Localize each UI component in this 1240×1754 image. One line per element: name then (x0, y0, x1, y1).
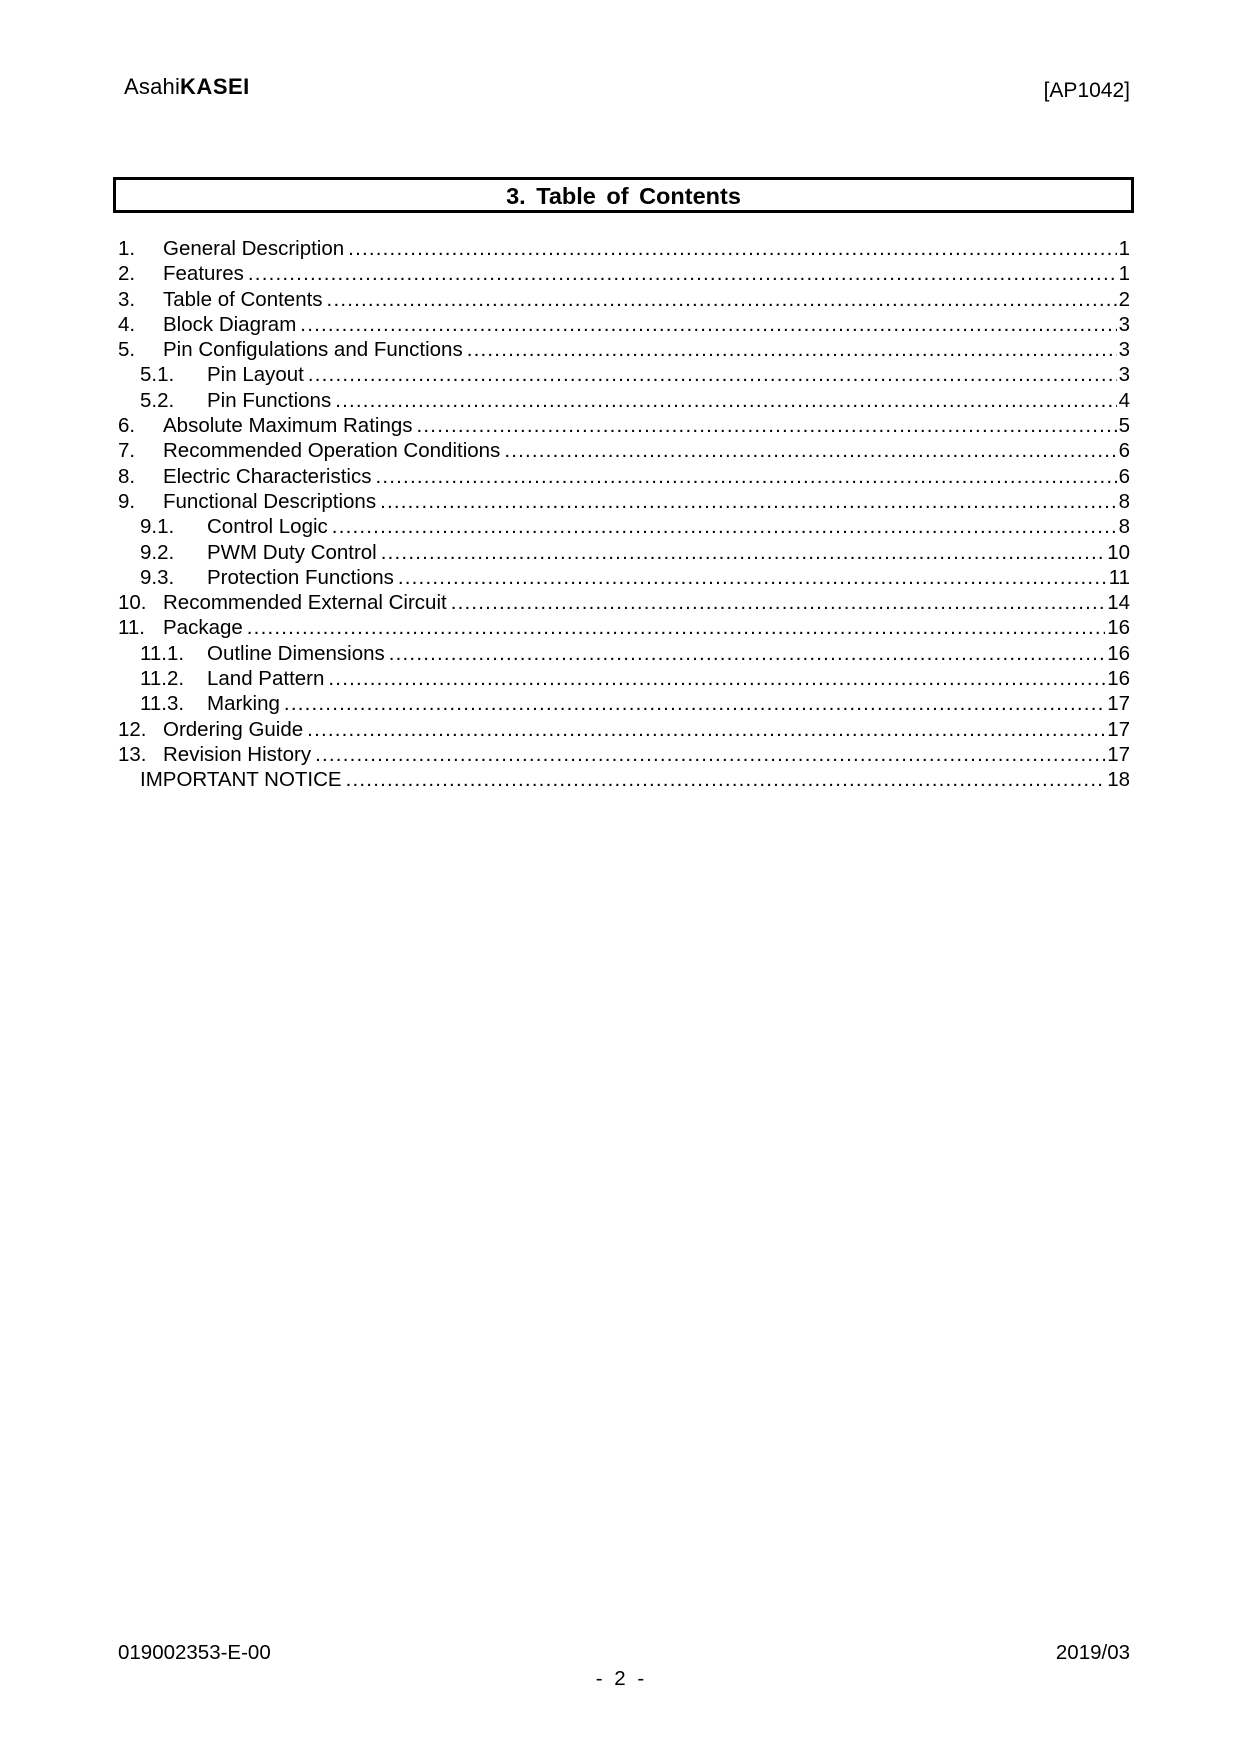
toc-entry-number: 7. (118, 439, 136, 463)
toc-entry-page: 1 (1118, 262, 1130, 286)
toc-entry-page: 5 (1118, 414, 1130, 438)
toc-entry[interactable] (118, 540, 1130, 565)
toc-entry-number: 6. (118, 414, 136, 438)
toc-entry-page: 8 (1118, 515, 1130, 539)
toc-entry-number: 1. (118, 237, 136, 260)
toc-entry[interactable] (118, 666, 1130, 691)
toc-entry[interactable] (118, 514, 1130, 539)
toc-entry[interactable] (118, 312, 1130, 337)
toc-entry-title: Absolute Maximum Ratings (163, 414, 413, 438)
toc-entry-page: 11 (1108, 565, 1130, 589)
toc-dot-leader (451, 590, 1105, 615)
toc-entry[interactable] (118, 337, 1130, 362)
toc-entry-page: 14 (1107, 591, 1130, 615)
toc-entry-number: 9.3. (140, 565, 175, 589)
toc-entry-title: IMPORTANT NOTICE (140, 768, 342, 792)
toc-dot-leader (284, 691, 1105, 716)
toc-entry-title: Package (163, 616, 243, 640)
toc-entry-number: 8. (118, 464, 136, 488)
toc-entry-number: 10. (118, 591, 147, 615)
toc-dot-leader (327, 287, 1117, 312)
toc-entry-title: Revision History (163, 742, 312, 766)
footer-page-number: - 2 - (595, 1667, 645, 1690)
toc-entry-page: 10 (1107, 540, 1130, 564)
toc-entry-page: 3 (1118, 312, 1130, 336)
toc-entry-title: Marking (207, 692, 280, 716)
toc-entry[interactable] (118, 590, 1130, 615)
section-title-box (113, 177, 1134, 213)
toc-entry-page: 17 (1107, 692, 1130, 716)
toc-entry[interactable] (118, 413, 1130, 438)
toc-dot-leader (315, 742, 1105, 767)
toc-entry-title: Land Pattern (207, 667, 325, 691)
footer-doc-number: 019002353-E-00 (118, 1641, 271, 1664)
toc-entry-page: 1 (1118, 237, 1130, 260)
toc-dot-leader (307, 717, 1105, 742)
toc-entry[interactable] (118, 464, 1130, 489)
toc-entry-number: 11.2. (140, 667, 185, 691)
toc-entry-page: 18 (1107, 768, 1130, 792)
toc-entry-number: 9. (118, 489, 136, 513)
toc-entry-number: 12. (118, 717, 147, 741)
toc-dot-leader (380, 489, 1117, 514)
toc-dot-leader (335, 388, 1116, 413)
toc-dot-leader (389, 641, 1105, 666)
toc-entry-title: Recommended Operation Conditions (163, 439, 501, 463)
toc-entry[interactable] (118, 236, 1130, 261)
toc-entry-page: 3 (1118, 363, 1130, 387)
toc-entry-page: 6 (1118, 464, 1130, 488)
toc-entry-number: 9.2. (140, 540, 175, 564)
toc-entry[interactable] (118, 362, 1130, 387)
table-of-contents (118, 236, 1130, 793)
toc-entry[interactable] (118, 767, 1130, 792)
toc-entry-title: Block Diagram (163, 312, 297, 336)
toc-entry[interactable] (118, 641, 1130, 666)
toc-dot-leader (332, 514, 1117, 539)
toc-entry[interactable] (118, 742, 1130, 767)
toc-entry-page: 17 (1107, 717, 1130, 741)
toc-entry-page: 16 (1107, 616, 1130, 640)
toc-entry-title: Table of Contents (163, 287, 323, 311)
toc-entry-number: 2. (118, 262, 136, 286)
toc-dot-leader (398, 565, 1107, 590)
toc-dot-leader (417, 413, 1117, 438)
toc-entry-title: Control Logic (207, 515, 328, 539)
toc-dot-leader (328, 666, 1105, 691)
toc-entry-number: 11. (118, 616, 145, 640)
toc-entry-page: 16 (1107, 641, 1130, 665)
toc-dot-leader (348, 236, 1116, 261)
toc-entry[interactable] (118, 489, 1130, 514)
toc-entry-page: 6 (1118, 439, 1130, 463)
toc-entry-number: 11.3. (140, 692, 185, 716)
toc-entry-number: 5.2. (140, 388, 175, 412)
logo-kasei: KASEI (180, 74, 250, 99)
toc-entry-number: 13. (118, 742, 147, 766)
footer-date: 2019/03 (1055, 1641, 1130, 1664)
company-logo (124, 74, 250, 100)
toc-entry-page: 16 (1107, 667, 1130, 691)
toc-entry[interactable] (118, 287, 1130, 312)
toc-entry-number: 5.1. (140, 363, 175, 387)
toc-dot-leader (381, 540, 1105, 565)
toc-entry-page: 4 (1118, 388, 1130, 412)
toc-entry-title: Ordering Guide (163, 717, 304, 741)
toc-entry-number: 5. (118, 338, 136, 362)
toc-entry-page: 3 (1118, 338, 1130, 362)
toc-entry-title: Outline Dimensions (207, 641, 385, 665)
toc-dot-leader (375, 464, 1116, 489)
toc-entry[interactable] (118, 615, 1130, 640)
toc-entry-page: 2 (1118, 287, 1130, 311)
toc-dot-leader (467, 337, 1117, 362)
toc-entry[interactable] (118, 261, 1130, 286)
toc-entry-title: Protection Functions (207, 565, 394, 589)
toc-dot-leader (247, 615, 1105, 640)
toc-entry[interactable] (118, 717, 1130, 742)
toc-entry-title: Pin Configulations and Functions (163, 338, 463, 362)
toc-entry-title: Pin Functions (207, 388, 332, 412)
toc-entry-page: 8 (1118, 489, 1130, 513)
toc-entry-page: 17 (1107, 742, 1130, 766)
section-title: 3. Table of Contents (506, 183, 741, 209)
toc-dot-leader (308, 362, 1117, 387)
document-code: [AP1042] (1043, 79, 1130, 102)
toc-entry-title: Recommended External Circuit (163, 591, 447, 615)
toc-entry[interactable] (118, 565, 1130, 590)
toc-dot-leader (346, 767, 1106, 792)
toc-entry-number: 4. (118, 312, 136, 336)
toc-entry-title: Features (163, 262, 244, 286)
toc-entry-number: 9.1. (140, 515, 175, 539)
toc-entry[interactable] (118, 388, 1130, 413)
toc-entry-number: 3. (118, 287, 136, 311)
logo-asahi: Asahi (124, 74, 181, 99)
toc-dot-leader (248, 261, 1117, 286)
toc-entry-title: General Description (163, 237, 345, 260)
toc-dot-leader (504, 438, 1116, 463)
toc-entry-number: 11.1. (140, 641, 185, 665)
toc-entry[interactable] (118, 438, 1130, 463)
toc-entry-title: Functional Descriptions (163, 489, 377, 513)
toc-entry-title: Pin Layout (207, 363, 304, 387)
toc-entry[interactable] (118, 691, 1130, 716)
toc-dot-leader (300, 312, 1116, 337)
toc-entry-title: Electric Characteristics (163, 464, 372, 488)
toc-entry-title: PWM Duty Control (207, 540, 377, 564)
